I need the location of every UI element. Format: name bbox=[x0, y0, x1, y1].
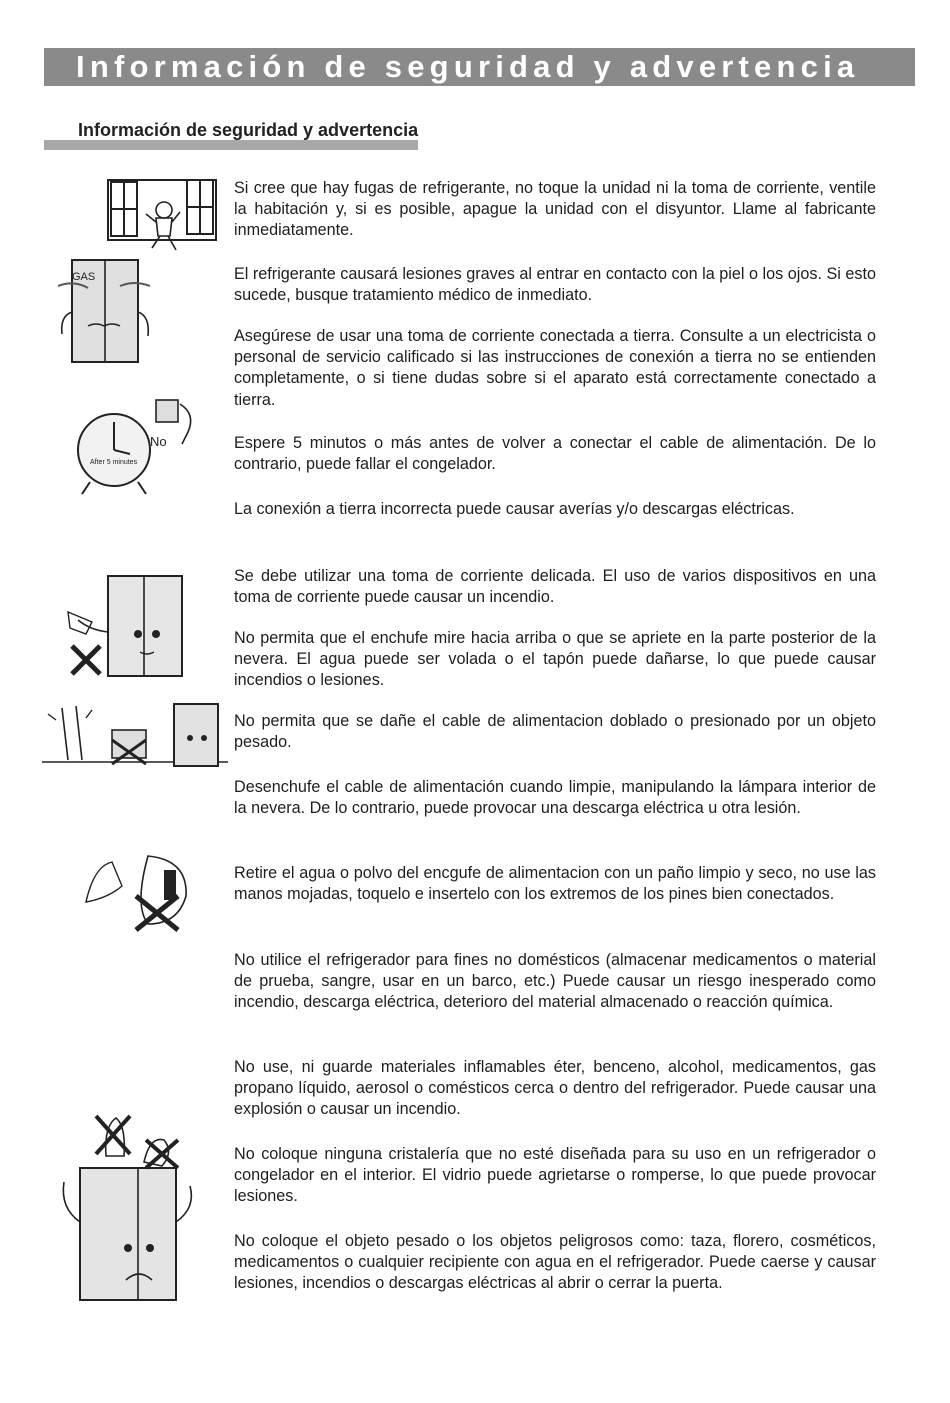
paragraph: Se debe utilizar una toma de corriente delicada. El uso de varios dispositivos en una toma de corriente puede causar un incendio. bbox=[234, 567, 876, 607]
paragraph: Retire el agua o polvo del encgufe de alimentacion con un paño limpio y seco, no use las manos mojadas, toquelo e insertelo con los extremos de los pines bien conectados. bbox=[234, 864, 876, 904]
section-heading-underline bbox=[44, 140, 418, 150]
after-label: After 5 minutes bbox=[90, 459, 138, 466]
gas-leak-refrigerator-illustration bbox=[54, 256, 154, 366]
page-title: Información de seguridad y advertencia bbox=[44, 48, 915, 86]
paragraph: No coloque el objeto pesado o los objetos peligrosos como: taza, florero, cosméticos, medicamentos o cualquier recipiente con agua en el refrigerador. Puede caerse y causar lesiones, incendios o descargas eléctricas al abrir o cerrar la puerta. bbox=[234, 1232, 876, 1293]
paragraph: Asegúrese de usar una toma de corriente conectada a tierra. Consulte a un electricista o personal de servicio calificado si las instrucciones de conexión a tierra no se entienden completamente, o si tiene dudas sobre si el aparato está correctamente conectado a tierra. bbox=[234, 327, 876, 409]
paragraph: Desenchufe el cable de alimentación cuando limpie, manipulando la lámpara interior de la nevera. De lo contrario, puede provocar una descarga eléctrica u otra lesión. bbox=[234, 778, 876, 818]
paragraph: No utilice el refrigerador para fines no domésticos (almacenar medicamentos o material de prueba, sangre, usar en un barco, etc.) Puede causar un riesgo inesperado como incendio, descarga eléctrica, deterioro del material almacenado o reacción química. bbox=[234, 951, 876, 1012]
cable-damage-illustration bbox=[42, 700, 228, 772]
no-label: No bbox=[150, 434, 167, 449]
open-window-illustration bbox=[106, 176, 218, 260]
paragraph: No use, ni guarde materiales inflamables éter, benceno, alcohol, medicamentos, gas propano líquido, aerosol o comésticos cerca o dentro del refrigerador. Puede causar una explosión o causar un incendio. bbox=[234, 1058, 876, 1119]
paragraph: No permita que se dañe el cable de alimentacion doblado o presionado por un objeto pesado. bbox=[234, 712, 876, 752]
wet-hands-plug-illustration bbox=[78, 846, 198, 932]
paragraph: No coloque ninguna cristalería que no esté diseñada para su uso en un refrigerador o congelador en el interior. El vidrio puede agrietarse o romperse, lo que puede provocar lesiones. bbox=[234, 1145, 876, 1206]
paragraph: La conexión a tierra incorrecta puede causar averías y/o descargas eléctricas. bbox=[234, 500, 795, 518]
paragraph: Espere 5 minutos o más antes de volver a conectar el cable de alimentación. De lo contrario, puede fallar el congelador. bbox=[234, 434, 876, 474]
section-heading: Información de seguridad y advertencia bbox=[78, 120, 419, 140]
clock-plug-illustration bbox=[70, 392, 210, 498]
sad-refrigerator-illustration bbox=[50, 1112, 200, 1304]
paragraph: Si cree que hay fugas de refrigerante, no toque la unidad ni la toma de corriente, ventile la habitación y, si es posible, apague la unidad con el disyuntor. Llame al fabricante inmediatamente. bbox=[234, 179, 876, 240]
paragraph: El refrigerante causará lesiones graves al entrar en contacto con la piel o los ojos. Si esto sucede, busque tratamiento médico de inmediato. bbox=[234, 265, 876, 305]
refrigerator-outlet-illustration bbox=[64, 572, 194, 680]
gas-label: GAS bbox=[72, 271, 96, 283]
paragraph: No permita que el enchufe mire hacia arriba o que se apriete en la parte posterior de la nevera. El agua puede ser volada o el tapón puede dañarse, lo que puede causar incendios o lesiones. bbox=[234, 629, 876, 690]
